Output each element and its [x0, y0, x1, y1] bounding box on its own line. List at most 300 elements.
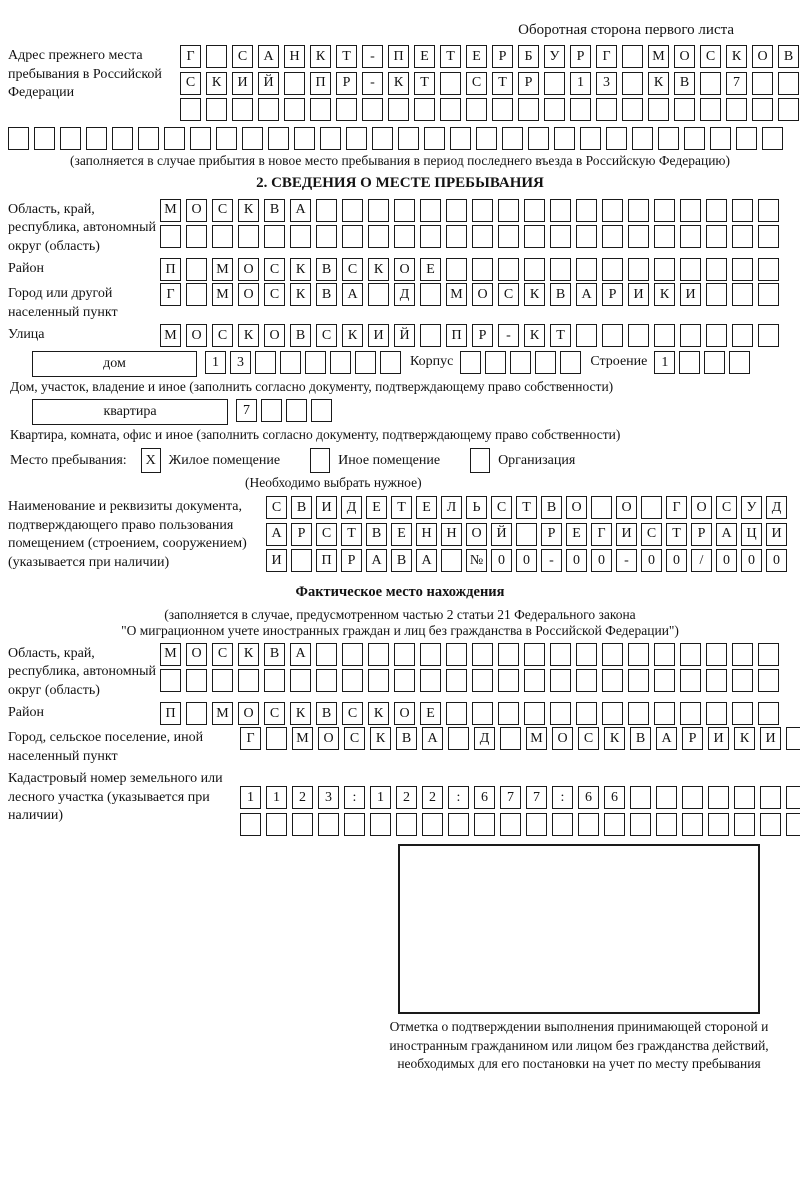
- form-cell: [630, 786, 651, 809]
- form-cell: [700, 72, 721, 95]
- form-cell: [342, 669, 363, 692]
- form-cell: [394, 669, 415, 692]
- form-cell: 0: [741, 549, 762, 572]
- actual-region-block: [8, 643, 792, 701]
- form-cell: [305, 351, 326, 374]
- form-cell: С: [180, 72, 201, 95]
- form-cell: [576, 643, 597, 666]
- apartment-block: [8, 399, 792, 425]
- form-cell: П: [446, 324, 467, 347]
- form-cell: [266, 813, 287, 836]
- form-cell: [394, 225, 415, 248]
- form-cell: 0: [766, 549, 787, 572]
- form-cell: С: [212, 324, 233, 347]
- form-cell: [318, 813, 339, 836]
- form-cell: Л: [441, 496, 462, 519]
- apartment-box-label: квартира: [32, 399, 228, 425]
- form-cell: [466, 98, 487, 121]
- form-cell: [704, 351, 725, 374]
- form-cell: В: [264, 643, 285, 666]
- form-cell: [654, 702, 675, 725]
- cadastral-label: Кадастровый номер земельного или лесного участка (указывается при наличии): [8, 771, 223, 823]
- form-cell: [679, 351, 700, 374]
- actual-region-label: Область, край, республика, автономный округ (область): [8, 645, 157, 698]
- form-cell: К: [290, 258, 311, 281]
- form-cell: [578, 813, 599, 836]
- form-cell: [498, 258, 519, 281]
- form-cell: [500, 813, 521, 836]
- form-cell: [398, 127, 419, 150]
- form-cell: [641, 496, 662, 519]
- form-cell: [706, 702, 727, 725]
- form-cell: [706, 669, 727, 692]
- document-row-1: [266, 496, 787, 519]
- form-cell: 3: [230, 351, 251, 374]
- form-cell: [758, 199, 779, 222]
- form-cell: 0: [716, 549, 737, 572]
- form-cell: [526, 813, 547, 836]
- form-cell: Д: [394, 283, 415, 306]
- other-premises-checkbox: [310, 448, 330, 473]
- form-cell: Г: [591, 523, 612, 546]
- form-cell: [708, 813, 729, 836]
- form-cell: [602, 225, 623, 248]
- form-cell: [492, 98, 513, 121]
- form-cell: С: [700, 45, 721, 68]
- document-row-2: [266, 523, 787, 546]
- form-cell: Е: [420, 258, 441, 281]
- form-cell: [238, 225, 259, 248]
- form-cell: [550, 643, 571, 666]
- form-cell: [654, 199, 675, 222]
- apartment-note: Квартира, комната, офис и иное (заполнить согласно документу, подтверждающему право собственности): [10, 427, 621, 442]
- form-cell: [440, 98, 461, 121]
- form-cell: [560, 351, 581, 374]
- form-cell: [474, 813, 495, 836]
- form-cell: И: [368, 324, 389, 347]
- form-cell: [448, 813, 469, 836]
- form-cell: [186, 669, 207, 692]
- stay-type-label: Место пребывания:: [10, 452, 127, 468]
- form-cell: О: [394, 258, 415, 281]
- form-cell: [368, 225, 389, 248]
- form-cell: [180, 98, 201, 121]
- form-cell: -: [362, 45, 383, 68]
- form-cell: К: [648, 72, 669, 95]
- form-cell: [316, 669, 337, 692]
- form-cell: [212, 669, 233, 692]
- form-cell: В: [630, 727, 651, 750]
- form-cell: [284, 72, 305, 95]
- form-cell: [732, 669, 753, 692]
- form-cell: И: [628, 283, 649, 306]
- form-cell: М: [160, 324, 181, 347]
- form-cell: [8, 127, 29, 150]
- form-cell: [550, 669, 571, 692]
- form-cell: [446, 258, 467, 281]
- form-cell: [258, 98, 279, 121]
- form-cell: О: [238, 258, 259, 281]
- form-cell: [370, 813, 391, 836]
- district-block: [8, 258, 792, 281]
- form-cell: [186, 702, 207, 725]
- form-cell: [355, 351, 376, 374]
- form-cell: 7: [526, 786, 547, 809]
- form-cell: Б: [518, 45, 539, 68]
- form-cell: [160, 225, 181, 248]
- form-cell: [518, 98, 539, 121]
- form-cell: Р: [492, 45, 513, 68]
- form-cell: [34, 127, 55, 150]
- form-cell: Р: [518, 72, 539, 95]
- form-cell: [602, 199, 623, 222]
- form-cell: 1: [654, 351, 675, 374]
- form-cell: О: [186, 199, 207, 222]
- form-cell: Е: [416, 496, 437, 519]
- form-cell: О: [752, 45, 773, 68]
- form-cell: С: [342, 258, 363, 281]
- form-cell: [632, 127, 653, 150]
- form-cell: [758, 258, 779, 281]
- stay-type-block: [10, 448, 792, 473]
- house-note: Дом, участок, владение и иное (заполнить согласно документу, подтверждающему право собственности): [10, 379, 614, 394]
- form-cell: [762, 127, 783, 150]
- street-label: Улица: [8, 327, 45, 342]
- form-cell: В: [316, 283, 337, 306]
- document-grid: [266, 496, 787, 576]
- form-cell: М: [212, 702, 233, 725]
- form-cell: В: [316, 258, 337, 281]
- form-cell: [186, 225, 207, 248]
- form-cell: К: [342, 324, 363, 347]
- form-cell: [422, 813, 443, 836]
- actual-district-block: [8, 702, 792, 725]
- form-cell: И: [232, 72, 253, 95]
- document-row-3: [266, 549, 787, 572]
- form-cell: Й: [491, 523, 512, 546]
- form-cell: [524, 702, 545, 725]
- form-cell: [550, 199, 571, 222]
- form-cell: А: [342, 283, 363, 306]
- form-cell: [658, 127, 679, 150]
- form-cell: [388, 98, 409, 121]
- form-cell: [264, 669, 285, 692]
- form-cell: [576, 324, 597, 347]
- form-cell: [734, 813, 755, 836]
- form-cell: [472, 258, 493, 281]
- form-cell: Г: [596, 45, 617, 68]
- form-cell: [498, 643, 519, 666]
- form-cell: Й: [394, 324, 415, 347]
- form-cell: [778, 98, 799, 121]
- form-cell: [576, 199, 597, 222]
- form-cell: [656, 786, 677, 809]
- form-cell: Е: [391, 523, 412, 546]
- form-cell: К: [734, 727, 755, 750]
- actual-region-grid: [160, 643, 779, 696]
- actual-city-label: Город, сельское поселение, иной населенный пункт: [8, 730, 204, 764]
- form-cell: [680, 225, 701, 248]
- form-cell: 2: [292, 786, 313, 809]
- form-cell: 0: [566, 549, 587, 572]
- stamp-area: [8, 844, 792, 1074]
- form-cell: 1: [570, 72, 591, 95]
- form-cell: [580, 127, 601, 150]
- document-label: Наименование и реквизиты документа, подтверждающего право пользования помещением (строением, сооружением) (указывается при наличии): [8, 499, 247, 570]
- form-cell: [786, 786, 800, 809]
- form-cell: [732, 702, 753, 725]
- form-cell: [654, 324, 675, 347]
- form-cell: [86, 127, 107, 150]
- form-cell: [264, 225, 285, 248]
- form-cell: К: [238, 199, 259, 222]
- form-cell: Р: [541, 523, 562, 546]
- form-cell: [472, 669, 493, 692]
- form-cell: [786, 813, 800, 836]
- form-cell: [732, 258, 753, 281]
- form-cell: [554, 127, 575, 150]
- form-cell: [684, 127, 705, 150]
- city-block: [8, 283, 792, 322]
- form-cell: В: [391, 549, 412, 572]
- form-cell: [786, 727, 800, 750]
- form-cell: 0: [591, 549, 612, 572]
- form-cell: [680, 199, 701, 222]
- form-cell: [336, 98, 357, 121]
- actual-region-row-1: [160, 643, 779, 666]
- form-cell: [706, 324, 727, 347]
- form-cell: [758, 225, 779, 248]
- form-cell: [290, 225, 311, 248]
- form-cell: [472, 199, 493, 222]
- form-cell: [524, 669, 545, 692]
- form-cell: К: [524, 324, 545, 347]
- form-cell: К: [368, 702, 389, 725]
- form-cell: О: [186, 324, 207, 347]
- form-cell: [680, 324, 701, 347]
- form-cell: [316, 643, 337, 666]
- form-cell: К: [238, 643, 259, 666]
- form-cell: [232, 98, 253, 121]
- form-cell: [414, 98, 435, 121]
- form-cell: [622, 72, 643, 95]
- form-cell: Т: [516, 496, 537, 519]
- form-cell: [186, 283, 207, 306]
- form-cell: Д: [766, 496, 787, 519]
- form-cell: [346, 127, 367, 150]
- form-cell: [706, 225, 727, 248]
- form-cell: [291, 549, 312, 572]
- form-cell: [596, 98, 617, 121]
- form-cell: [212, 225, 233, 248]
- form-cell: В: [264, 199, 285, 222]
- form-cell: О: [394, 702, 415, 725]
- actual-region-row-2: [160, 669, 779, 692]
- form-cell: [284, 98, 305, 121]
- form-cell: 2: [396, 786, 417, 809]
- form-cell: [552, 813, 573, 836]
- form-cell: [440, 72, 461, 95]
- form-cell: [760, 786, 781, 809]
- form-cell: Д: [474, 727, 495, 750]
- form-cell: [472, 225, 493, 248]
- form-cell: [758, 324, 779, 347]
- form-cell: [706, 283, 727, 306]
- form-cell: В: [550, 283, 571, 306]
- form-cell: С: [466, 72, 487, 95]
- form-cell: И: [708, 727, 729, 750]
- section2-title: 2. СВЕДЕНИЯ О МЕСТЕ ПРЕБЫВАНИЯ: [256, 174, 544, 191]
- form-cell: 3: [318, 786, 339, 809]
- form-cell: [628, 702, 649, 725]
- form-cell: [606, 127, 627, 150]
- form-cell: В: [366, 523, 387, 546]
- form-cell: [420, 669, 441, 692]
- form-cell: [460, 351, 481, 374]
- form-cell: 6: [604, 786, 625, 809]
- form-cell: [446, 643, 467, 666]
- form-cell: Т: [666, 523, 687, 546]
- form-cell: С: [342, 702, 363, 725]
- form-cell: [266, 727, 287, 750]
- form-cell: [206, 98, 227, 121]
- form-cell: [528, 127, 549, 150]
- form-cell: [330, 351, 351, 374]
- form-cell: -: [616, 549, 637, 572]
- form-cell: С: [264, 702, 285, 725]
- stay-type-note: (Необходимо выбрать нужное): [245, 475, 422, 490]
- form-cell: К: [524, 283, 545, 306]
- form-cell: О: [616, 496, 637, 519]
- form-cell: [368, 643, 389, 666]
- form-cell: С: [316, 324, 337, 347]
- prev-address-row-3: [180, 98, 799, 121]
- form-cell: [311, 399, 332, 422]
- form-cell: [320, 127, 341, 150]
- form-cell: [242, 127, 263, 150]
- stamp-note: Отметка о подтверждении выполнения принимающей стороной и иностранным гражданином или лицом без гражданства действий, необходимых для его постановки на учет по месту пребывания: [389, 1019, 769, 1071]
- form-cell: [758, 643, 779, 666]
- form-cell: В: [291, 496, 312, 519]
- form-cell: -: [498, 324, 519, 347]
- form-cell: [206, 45, 227, 68]
- form-cell: [441, 549, 462, 572]
- form-cell: А: [716, 523, 737, 546]
- form-cell: [394, 643, 415, 666]
- form-cell: [758, 702, 779, 725]
- region-row-1: [160, 199, 779, 222]
- form-cell: Е: [466, 45, 487, 68]
- form-cell: О: [472, 283, 493, 306]
- form-cell: [286, 399, 307, 422]
- form-cell: [368, 283, 389, 306]
- form-cell: А: [576, 283, 597, 306]
- form-cell: У: [741, 496, 762, 519]
- form-cell: [628, 225, 649, 248]
- form-cell: :: [344, 786, 365, 809]
- form-cell: [420, 324, 441, 347]
- form-cell: С: [264, 258, 285, 281]
- form-cell: [758, 669, 779, 692]
- cadastral-row-2: [240, 813, 800, 836]
- form-cell: [550, 258, 571, 281]
- form-cell: [290, 669, 311, 692]
- form-cell: Н: [441, 523, 462, 546]
- form-cell: [448, 727, 469, 750]
- form-cell: [654, 225, 675, 248]
- form-cell: Р: [341, 549, 362, 572]
- form-cell: [372, 127, 393, 150]
- form-cell: 7: [726, 72, 747, 95]
- form-cell: О: [552, 727, 573, 750]
- district-row: [160, 258, 779, 281]
- prev-address-row-4-full: [8, 127, 792, 150]
- form-cell: П: [160, 702, 181, 725]
- cadastral-grid: [240, 768, 800, 839]
- form-cell: 6: [578, 786, 599, 809]
- form-cell: 0: [491, 549, 512, 572]
- form-cell: [648, 98, 669, 121]
- form-cell: [630, 813, 651, 836]
- stay-option-other: [310, 448, 456, 473]
- form-cell: 3: [596, 72, 617, 95]
- form-cell: [708, 786, 729, 809]
- form-cell: О: [466, 523, 487, 546]
- form-cell: П: [160, 258, 181, 281]
- form-cell: [752, 98, 773, 121]
- form-cell: Т: [550, 324, 571, 347]
- form-cell: [240, 813, 261, 836]
- form-cell: [622, 45, 643, 68]
- form-cell: К: [726, 45, 747, 68]
- form-cell: [524, 225, 545, 248]
- prev-address-row-1: [180, 45, 799, 68]
- form-cell: И: [266, 549, 287, 572]
- form-cell: [420, 643, 441, 666]
- form-cell: Р: [570, 45, 591, 68]
- form-cell: [535, 351, 556, 374]
- form-cell: [342, 199, 363, 222]
- form-cell: [576, 702, 597, 725]
- form-cell: [736, 127, 757, 150]
- form-cell: К: [368, 258, 389, 281]
- form-cell: П: [310, 72, 331, 95]
- form-cell: Р: [602, 283, 623, 306]
- form-cell: [602, 258, 623, 281]
- region-label: Область, край, республика, автономный округ (область): [8, 201, 157, 254]
- form-cell: 1: [266, 786, 287, 809]
- form-cell: [752, 72, 773, 95]
- form-cell: Ь: [466, 496, 487, 519]
- city-label: Город или другой населенный пункт: [8, 286, 118, 320]
- form-cell: С: [344, 727, 365, 750]
- form-cell: [732, 324, 753, 347]
- form-cell: [591, 496, 612, 519]
- form-cell: И: [680, 283, 701, 306]
- form-cell: П: [316, 549, 337, 572]
- form-cell: [368, 669, 389, 692]
- form-cell: К: [290, 702, 311, 725]
- form-cell: [502, 127, 523, 150]
- district-label: Район: [8, 261, 44, 276]
- stroenie-cells: [654, 351, 750, 374]
- form-cell: Н: [284, 45, 305, 68]
- form-cell: [255, 351, 276, 374]
- form-cell: Р: [682, 727, 703, 750]
- form-cell: [758, 283, 779, 306]
- form-cell: Е: [420, 702, 441, 725]
- form-cell: [344, 813, 365, 836]
